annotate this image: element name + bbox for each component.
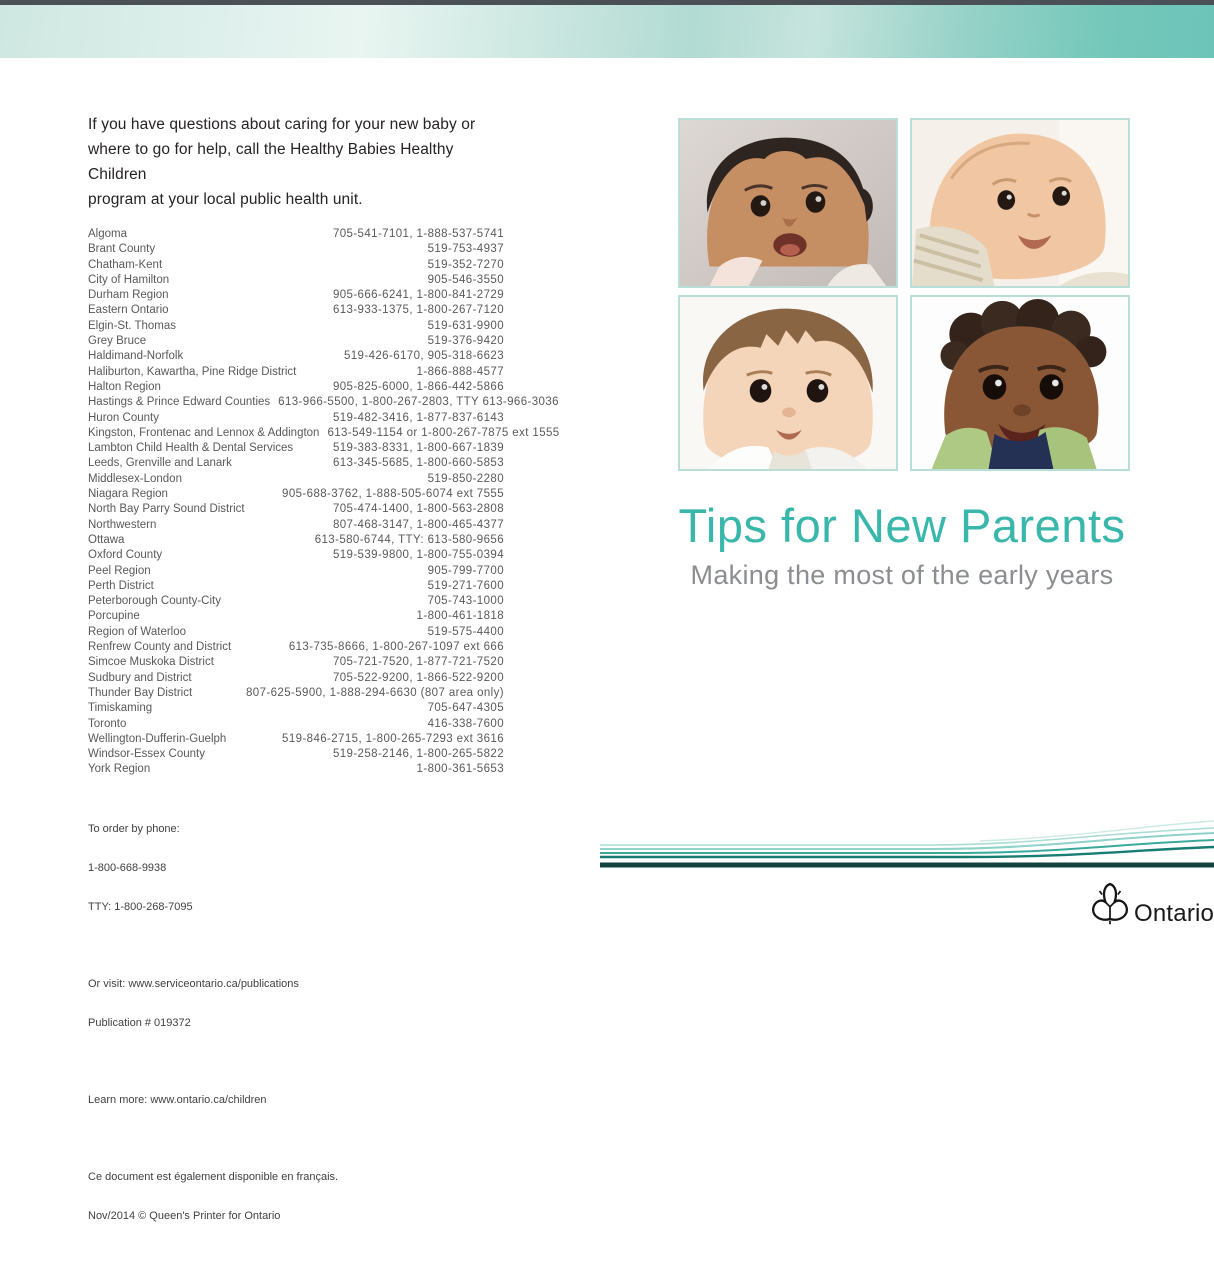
health-unit-row — [88, 686, 504, 701]
health-unit-name: Leeds, Grenville and Lanark — [88, 457, 232, 470]
footer-line: Learn more: www.ontario.ca/children — [88, 1093, 267, 1106]
health-unit-row — [88, 625, 504, 640]
intro-paragraph — [88, 112, 504, 212]
health-unit-name: Thunder Bay District — [88, 686, 193, 699]
trillium-icon — [1082, 880, 1138, 930]
health-unit-row — [88, 609, 504, 624]
footer-line: Or visit: www.serviceontario.ca/publications — [88, 977, 299, 990]
health-unit-name: Toronto — [88, 717, 127, 730]
health-unit-row — [88, 319, 504, 334]
page-subtitle: Making the most of the early years — [690, 560, 1114, 590]
footer-line: To order by phone: — [88, 822, 180, 835]
health-unit-name: Renfrew County and District — [88, 641, 232, 654]
health-unit-name: Brant County — [88, 243, 156, 256]
health-unit-phone: 705-541-7101, 1-888-537-5741 — [332, 228, 504, 240]
health-unit-row — [88, 227, 504, 242]
health-unit-phone: 905-666-6241, 1-800-841-2729 — [332, 289, 504, 302]
health-unit-row — [88, 288, 504, 303]
health-unit-row — [88, 640, 504, 655]
health-unit-row — [88, 426, 560, 441]
health-unit-name: Kingston, Frontenac and Lennox & Addington — [88, 426, 320, 439]
health-unit-row — [88, 732, 504, 747]
health-unit-name: City of Hamilton — [88, 273, 170, 286]
health-unit-name: Northwestern — [88, 518, 157, 531]
health-unit-name: Algoma — [88, 228, 127, 240]
health-unit-phone: 905-799-7700 — [427, 564, 504, 577]
health-unit-row — [88, 258, 504, 273]
health-unit-phone: 519-426-6170, 905-318-6623 — [343, 350, 504, 363]
health-unit-phone: 519-271-7600 — [427, 579, 504, 592]
health-unit-row — [88, 747, 504, 762]
health-unit-name: Lambton Child Health & Dental Services — [88, 442, 294, 455]
footer-line: 1-800-668-9938 — [88, 861, 167, 874]
health-unit-phone: 519-383-8331, 1-800-667-1839 — [332, 442, 504, 455]
footer-info — [88, 797, 504, 1249]
order-by-phone-block — [88, 797, 504, 940]
health-unit-phone: 613-933-1375, 1-800-267-7120 — [332, 304, 504, 317]
footer-line: Nov/2014 © Queen's Printer for Ontario — [88, 1209, 281, 1222]
ontario-wordmark: Ontario — [1134, 900, 1214, 927]
health-unit-phone: 613-735-8666, 1-800-267-1097 ext 666 — [288, 641, 504, 654]
intro-line: where to go for help, call the Healthy Babies Healthy Children — [88, 141, 454, 183]
health-unit-phone: 807-625-5900, 1-888-294-6630 (807 area only) — [246, 686, 504, 699]
health-unit-phone: 905-825-6000, 1-866-442-5866 — [332, 380, 504, 393]
footer-line: Ce document est également disponible en français. — [88, 1170, 339, 1183]
baby-photo-top-left — [678, 118, 898, 288]
health-unit-row — [88, 762, 504, 777]
health-unit-phone: 613-966-5500, 1-800-267-2803, TTY 613-966-3036 — [278, 396, 559, 409]
health-unit-phone: 519-352-7270 — [427, 258, 504, 271]
health-unit-row — [88, 242, 504, 257]
health-unit-name: Oxford County — [88, 549, 163, 562]
health-unit-phone: 519-575-4400 — [427, 625, 504, 638]
health-unit-row — [88, 441, 504, 456]
legal-block — [88, 1145, 504, 1249]
health-unit-name: Peterborough County-City — [88, 595, 221, 608]
health-unit-phone: 613-580-6744, TTY: 613-580-9656 — [314, 533, 504, 546]
baby-photo-top-right — [910, 118, 1130, 288]
health-unit-row — [88, 701, 504, 716]
health-unit-phone: 1-800-461-1818 — [416, 610, 504, 623]
health-unit-name: Haliburton, Kawartha, Pine Ridge District — [88, 365, 297, 378]
visit-block — [88, 952, 504, 1056]
intro-line: If you have questions about caring for your new baby or — [88, 116, 476, 133]
baby-photo-bottom-right — [910, 295, 1130, 471]
health-unit-phone: 705-743-1000 — [427, 595, 504, 608]
learn-more-block — [88, 1068, 504, 1133]
health-unit-name: Grey Bruce — [88, 335, 147, 348]
health-unit-phone: 905-688-3762, 1-888-505-6074 ext 7555 — [282, 488, 504, 501]
health-unit-phone: 519-850-2280 — [427, 472, 504, 485]
health-unit-name: Hastings & Prince Edward Counties — [88, 396, 271, 409]
health-unit-row — [88, 518, 504, 533]
health-unit-row — [88, 349, 504, 364]
wave-lines-graphic — [600, 820, 1214, 880]
health-unit-name: Middlesex-London — [88, 472, 182, 485]
health-unit-row — [88, 395, 559, 410]
health-unit-row — [88, 717, 504, 732]
health-unit-phone: 705-474-1400, 1-800-563-2808 — [332, 503, 504, 516]
health-unit-name: Sudbury and District — [88, 671, 192, 684]
health-unit-name: Durham Region — [88, 289, 169, 302]
health-unit-phone: 519-631-9900 — [427, 319, 504, 332]
health-unit-name: Wellington-Dufferin-Guelph — [88, 732, 227, 745]
health-unit-row — [88, 533, 504, 548]
health-unit-phone: 519-376-9420 — [427, 335, 504, 348]
health-unit-name: Niagara Region — [88, 488, 168, 501]
health-unit-name: Porcupine — [88, 610, 140, 623]
health-unit-phone: 905-546-3550 — [427, 273, 504, 286]
intro-line: program at your local public health unit. — [88, 191, 363, 208]
health-unit-name: Chatham-Kent — [88, 258, 163, 271]
health-unit-name: Timiskaming — [88, 702, 153, 715]
health-unit-row — [88, 579, 504, 594]
teal-gradient-band — [0, 5, 1214, 58]
health-unit-name: Windsor-Essex County — [88, 748, 205, 761]
health-unit-row — [88, 472, 504, 487]
health-unit-phone: 1-866-888-4577 — [416, 365, 504, 378]
health-unit-phone: 705-647-4305 — [427, 702, 504, 715]
health-unit-phone: 705-721-7520, 1-877-721-7520 — [332, 656, 504, 669]
health-unit-phone: 519-753-4937 — [427, 243, 504, 256]
health-unit-row — [88, 365, 504, 380]
health-unit-row — [88, 273, 504, 288]
health-unit-row — [88, 594, 504, 609]
ontario-logo — [1082, 876, 1214, 930]
health-unit-row — [88, 502, 504, 517]
health-unit-row — [88, 548, 504, 563]
health-unit-name: York Region — [88, 763, 151, 776]
health-unit-name: Region of Waterloo — [88, 625, 187, 638]
health-unit-phone: 519-482-3416, 1-877-837-6143 — [332, 411, 504, 424]
left-column — [88, 112, 560, 1261]
health-unit-phone: 519-846-2715, 1-800-265-7293 ext 3616 — [282, 732, 504, 745]
title-block — [660, 500, 1144, 591]
health-unit-list — [88, 227, 560, 778]
health-unit-name: Peel Region — [88, 564, 151, 577]
baby-photo-grid — [678, 118, 1130, 471]
health-unit-row — [88, 655, 504, 670]
health-unit-name: Eastern Ontario — [88, 304, 169, 317]
baby-photo-bottom-left — [678, 295, 898, 471]
health-unit-row — [88, 334, 504, 349]
health-unit-row — [88, 380, 504, 395]
health-unit-phone: 519-258-2146, 1-800-265-5822 — [332, 748, 504, 761]
health-unit-phone: 705-522-9200, 1-866-522-9200 — [332, 671, 504, 684]
health-unit-row — [88, 303, 504, 318]
footer-line: Publication # 019372 — [88, 1016, 191, 1029]
health-unit-phone: 807-468-3147, 1-800-465-4377 — [332, 518, 504, 531]
health-unit-phone: 416-338-7600 — [427, 717, 504, 730]
health-unit-phone: 519-539-9800, 1-800-755-0394 — [332, 549, 504, 562]
health-unit-phone: 613-549-1154 or 1-800-267-7875 ext 1555 — [327, 426, 560, 439]
health-unit-phone: 613-345-5685, 1-800-660-5853 — [332, 457, 504, 470]
health-unit-name: North Bay Parry Sound District — [88, 503, 245, 516]
health-unit-name: Halton Region — [88, 380, 161, 393]
health-unit-row — [88, 487, 504, 502]
health-unit-row — [88, 564, 504, 579]
health-unit-name: Ottawa — [88, 533, 125, 546]
health-unit-row — [88, 411, 504, 426]
footer-line: TTY: 1-800-268-7095 — [88, 900, 193, 913]
health-unit-row — [88, 456, 504, 471]
health-unit-name: Elgin-St. Thomas — [88, 319, 176, 332]
health-unit-row — [88, 671, 504, 686]
page-title: Tips for New Parents — [678, 499, 1126, 552]
health-unit-name: Perth District — [88, 579, 154, 592]
health-unit-phone: 1-800-361-5653 — [416, 763, 504, 776]
health-unit-name: Huron County — [88, 411, 159, 424]
health-unit-name: Simcoe Muskoka District — [88, 656, 214, 669]
health-unit-name: Haldimand-Norfolk — [88, 350, 184, 363]
